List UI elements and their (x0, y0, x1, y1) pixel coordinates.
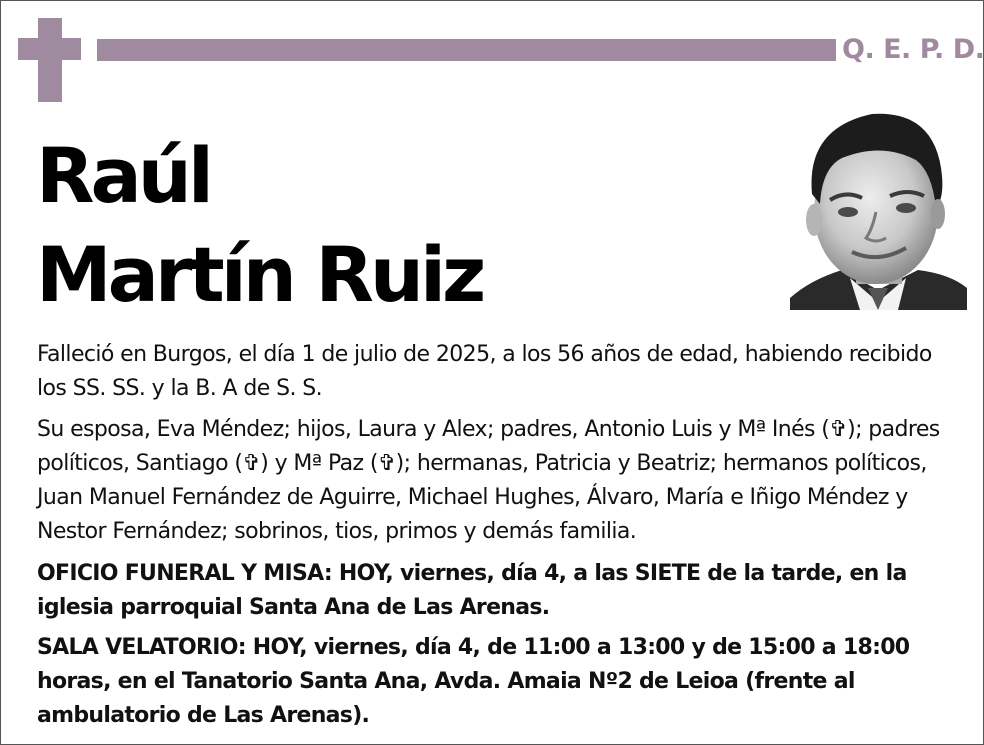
cross-horizontal (18, 38, 81, 60)
surname: Martín Ruiz (36, 230, 483, 319)
death-notice: Falleció en Burgos, el día 1 de julio de 2025, a los 56 años de edad, habiendo recibido los SS. SS. y la B. A de S. S. (37, 342, 932, 401)
qepd-label: Q. E. P. D. (842, 34, 984, 65)
family-list: Su esposa, Eva Méndez; hijos, Laura y Alex; padres, Antonio Luis y Mª Inés (✞); padres políticos, Santiago (✞) y Mª Paz (✞); hermanas, Patricia y Beatriz; hermanos políticos, Juan Manuel Fernández de Aguirre, Michael Hughes, Álvaro, María e Iñigo Méndez y Nestor Fernández; sobrinos, tios, primos y demás familia. (37, 417, 940, 544)
wake-info: SALA VELATORIO: HOY, viernes, día 4, de 11:00 a 13:00 y de 15:00 a 18:00 horas, en el Tanatorio Santa Ana, Avda. Amaia Nº2 de Leioa (frente al ambulatorio de Las Arenas). (37, 635, 910, 728)
funeral-info: OFICIO FUNERAL Y MISA: HOY, viernes, día 4, a las SIETE de la tarde, en la iglesia parroquial Santa Ana de Las Arenas. (37, 561, 907, 620)
cross-vertical (38, 18, 62, 102)
header-bar (97, 39, 836, 61)
portrait-photo (790, 102, 967, 310)
first-name: Raúl (36, 131, 210, 220)
